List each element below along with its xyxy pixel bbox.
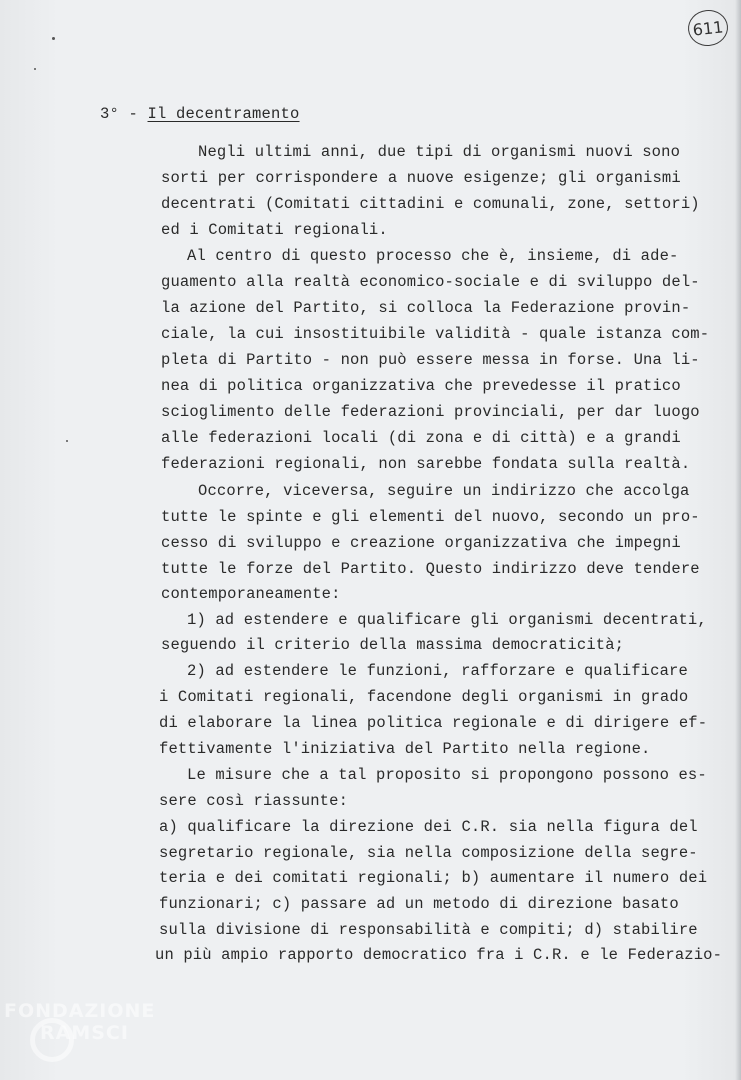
text-line: federazioni regionali, non sarebbe fondata sulla realtà. [161,455,691,473]
text-line: segretario regionale, sia nella composizione della segre- [159,844,698,862]
text-line: guamento alla realtà economico-sociale e di sviluppo del- [161,273,700,291]
text-line: Le misure che a tal proposito si propongono possono es- [187,766,707,784]
text-line: sere così riassunte: [159,792,349,810]
section-title: Il decentramento [147,105,300,123]
text-line: fettivamente l'iniziativa del Partito nella regione. [159,740,651,758]
text-line: sulla divisione di responsabilità e compiti; d) stabilire [159,921,698,939]
text-line: tutte le spinte e gli elementi del nuovo, secondo un pro- [161,508,700,526]
text-line: nea di politica organizzativa che prevedesse il pratico [161,377,681,395]
speck [34,68,36,70]
speck [52,37,55,40]
text-line: funzionari; c) passare ad un metodo di direzione basato [159,895,679,913]
text-line: scioglimento delle federazioni provinciali, per dar luogo [161,403,700,421]
text-line: sorti per corrispondere a nuove esigenze; gli organismi [161,169,681,187]
watermark-line2: RAMSCI [40,1022,129,1044]
text-line: alle federazioni locali (di zona e di città) e a grandi [161,429,681,447]
page-edge-shadow [735,0,741,1080]
text-line: decentrati (Comitati cittadini e comunali, zone, settori) [161,195,700,213]
text-line: pleta di Partito - non può essere messa in forse. Una li- [161,351,700,369]
speck [66,440,68,442]
text-line: teria e dei comitati regionali; b) aumentare il numero dei [159,869,708,887]
page-number-stamp: 611 [686,8,730,48]
text-line: a) qualificare la direzione dei C.R. sia nella figura del [159,818,698,836]
text-line: la azione del Partito, si colloca la Federazione provin- [161,299,691,317]
section-number: 3° - [100,105,148,123]
section-heading [100,105,300,123]
text-line: un più ampio rapporto democratico fra i C.R. e le Federazio- [155,946,723,964]
text-line: Al centro di questo processo che è, insieme, di ade- [187,247,679,265]
text-line: 1) ad estendere e qualificare gli organismi decentrati, [187,611,707,629]
text-line: contemporaneamente: [161,585,341,603]
text-line: ciale, la cui insostituibile validità - quale istanza com- [161,325,710,343]
text-line: seguendo il criterio della massima democraticità; [161,636,625,654]
watermark-line1: FONDAZIONE [4,1000,156,1022]
text-line: cesso di sviluppo e creazione organizzativa che impegni [161,534,681,552]
text-line: Negli ultimi anni, due tipi di organismi nuovi sono [198,143,681,161]
text-line: i Comitati regionali, facendone degli organismi in grado [159,688,689,706]
text-line: Occorre, viceversa, seguire un indirizzo che accolga [198,482,690,500]
text-line: ed i Comitati regionali. [161,221,388,239]
text-line: di elaborare la linea politica regionale e di dirigere ef- [159,714,708,732]
archive-watermark [0,1000,200,1080]
text-line: 2) ad estendere le funzioni, rafforzare e qualificare [187,662,688,680]
text-line: tutte le forze del Partito. Questo indirizzo deve tendere [161,560,700,578]
